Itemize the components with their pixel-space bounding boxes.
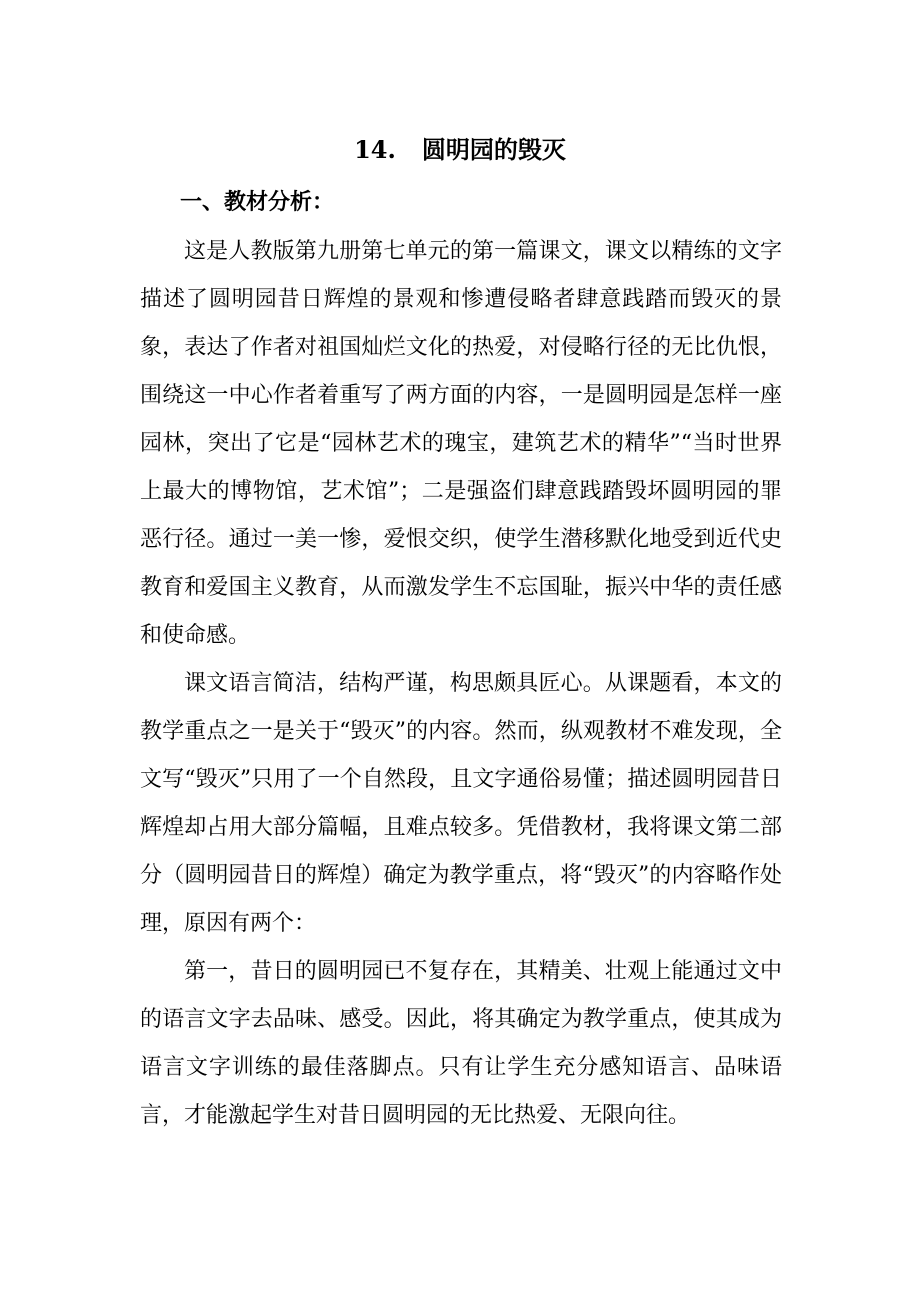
page-title — [0, 128, 920, 172]
document-body — [140, 228, 782, 1140]
section-heading: 一、教材分析： — [180, 189, 335, 215]
paragraph-2: 课文语言简洁，结构严谨，构思颇具匠心。从课题看，本文的教学重点之一是关于“毁灭”的内容。然而，纵观教材不难发现，全文写“毁灭”只用了一个自然段，且文字通俗易懂；描述圆明园昔日辉煌却占用大部分篇幅，且难点较多。凭借教材，我将课文第二部分（圆明园昔日的辉煌）确定为教学重点，将“毁灭”的内容略作处理，原因有两个： — [140, 671, 782, 936]
paragraph-3: 第一，昔日的圆明园已不复存在，其精美、壮观上能通过文中的语言文字去品味、感受。因此，将其确定为教学重点，使其成为语言文字训练的最佳落脚点。只有让学生充分感知语言、品味语言，才能激起学生对昔日圆明园的无比热爱、无限向往。 — [140, 959, 782, 1128]
title-text: 圆明园的毁灭 — [421, 135, 566, 164]
paragraph-1: 这是人教版第九册第七单元的第一篇课文，课文以精练的文字描述了圆明园昔日辉煌的景观和惨遭侵略者肆意践踏而毁灭的景象，表达了作者对祖国灿烂文化的热爱，对侵略行径的无比仇恨，围绕这一中心作者着重写了两方面的内容，一是圆明园是怎样一座园林，突出了它是“园林艺术的瑰宝，建筑艺术的精华”“当时世界上最大的博物馆，艺术馆”；二是强盗们肆意践踏毁坏圆明园的罪恶行径。通过一美一惨，爱恨交织，使学生潜移默化地受到近代史教育和爱国主义教育，从而激发学生不忘国耻，振兴中华的责任感和使命感。 — [140, 239, 782, 648]
title-number: 14. — [354, 135, 396, 164]
